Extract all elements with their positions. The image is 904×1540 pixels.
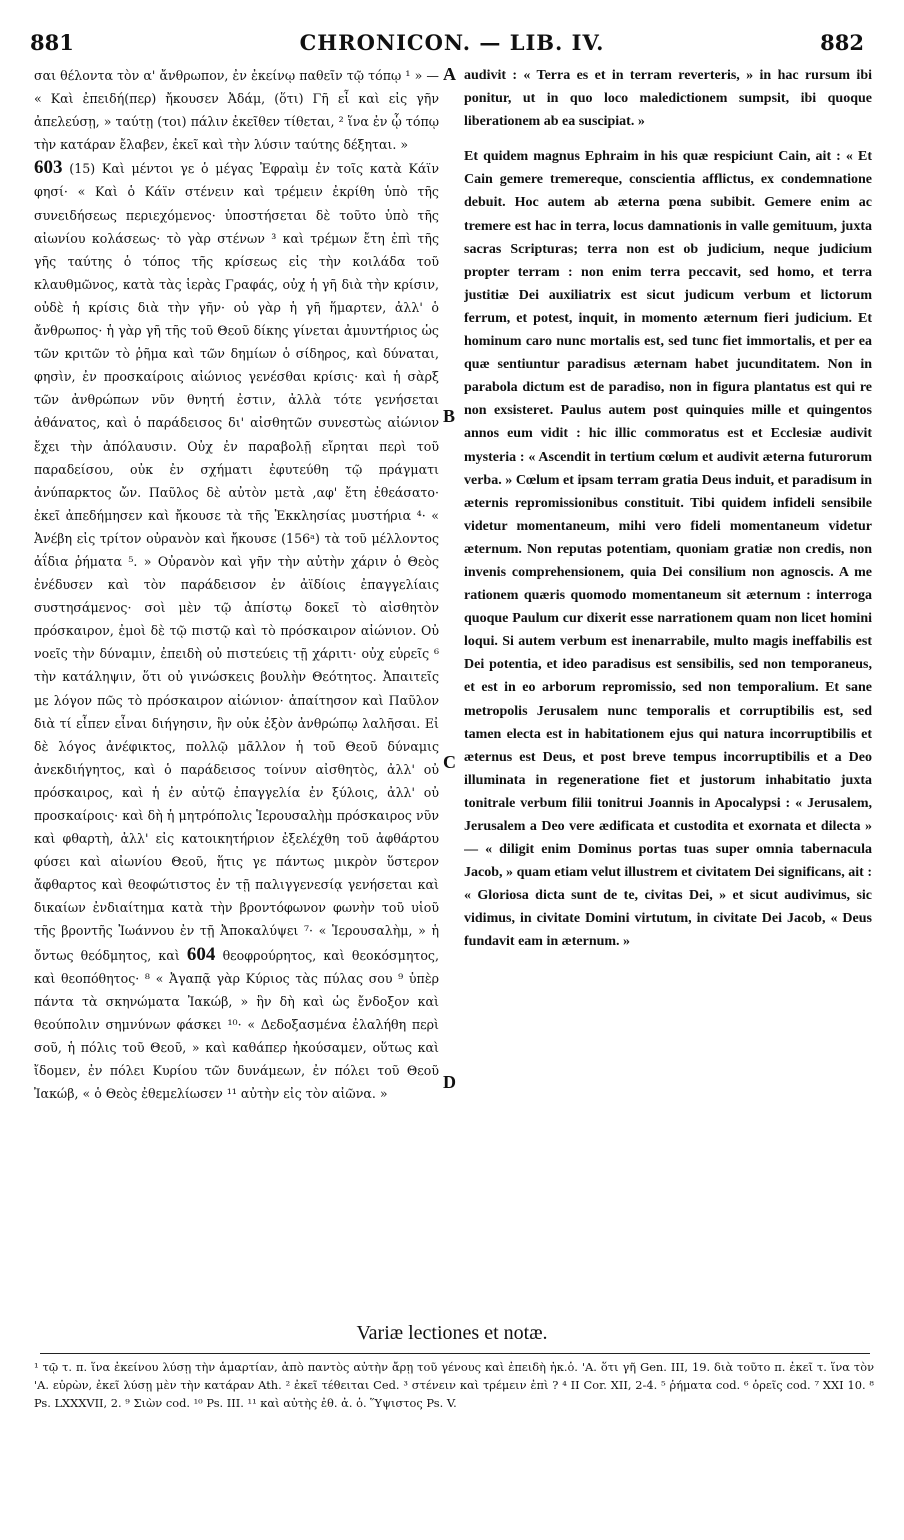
running-title: CHRONICON. — LIB. IV. — [299, 30, 605, 55]
page-header — [0, 30, 904, 58]
margin-marker-d: D — [443, 1072, 456, 1092]
notes-block — [34, 1358, 874, 1412]
greek-paragraph-1: σαι θέλοντα τὸν α' ἄνθρωπον, ἐν ἐκείνῳ παθεῖν τῷ τόπῳ ¹ » — « Καὶ ἐπειδή(περ) ἤκουσεν Ἀδάμ, (ὅτι) Γῆ εἶ καὶ εἰς γῆν ἀπελεύσῃ, » ταύτῃ (τοι) πάλιν ἐκεῖθεν τίθεται, ² ἵνα ἐν ᾧ τόπῳ τὴν κατάραν ἔλαβεν, ἐκεῖ καὶ τὴν λύσιν ταύτης δέξηται. » — [34, 68, 439, 153]
notes-title: Variæ lectiones et notæ. — [356, 1322, 548, 1344]
greek-paragraph-3: θεοφρούρητος, καὶ θεοκόσμητος, καὶ θεοπόθητος· ⁸ « Ἀγαπᾷ γὰρ Κύριος τὰς πύλας σου ⁹ ὑπὲρ πάντα τὰ σκηνώματα Ἰακώβ, » ἣν δὴ καὶ ὡς ἔνδοξον καὶ θεούπολιν σημνύνων φάσκει ¹⁰· « Δεδοξασμένα ἐλαλήθη περὶ σοῦ, ἡ πόλις τοῦ Θεοῦ, » καὶ καθάπερ ἠκούσαμεν, οὕτως καὶ ἴδομεν, ἐν πόλει Κυρίου τῶν δυνάμεων, ἐν πόλει τοῦ Θεοῦ Ἰακώβ, « ὁ Θεὸς ἐθεμελίωσεν ¹¹ αὐτὴν εἰς τὸν αἰῶνα. » — [34, 947, 439, 1102]
notes-text: ¹ τῷ τ. π. ἵνα ἐκείνου λύσῃ τὴν ἁμαρτίαν, ἀπὸ παντὸς αὐτὴν ἄρῃ τοῦ γένους καὶ ἐπειδὴ ἠκ.ὁ. 'Α. ὅτι γῆ Gen. III, 19. διὰ τοῦτο π. ἐκεῖ τ. ἵνα τὸν 'Α. εὑρὼν, ἐκεῖ λύσῃ μὲν τὴν κατάραν Ath. ² ἐκεῖ τέθειται Ced. ³ στένειν καὶ τρέμειν ἐπὶ ? ⁴ II Cor. XII, 2-4. ⁵ ῥήματα cod. ⁶ ὁρεῖς cod. ⁷ XXI 10. ⁸ Ps. LXXXVII, 2. ⁹ Σιὼν cod. ¹⁰ Ps. III. ¹¹ καὶ αὐτὴς ἐθ. ἀ. ὁ. Ὕψιστος Ps. V. — [34, 1360, 874, 1410]
margin-marker-a: A — [443, 64, 456, 84]
margin-marker-b: B — [443, 406, 456, 426]
margin-marker-c: C — [443, 752, 456, 772]
page-number-left: 881 — [30, 30, 74, 55]
notes-divider — [40, 1353, 870, 1354]
greek-paragraph-2: (15) Καὶ μέντοι γε ὁ μέγας Ἐφραὶμ ἐν τοῖς κατὰ Κάϊν φησί· « Καὶ ὁ Κάϊν στένειν καὶ τρέμειν ἐκρίθη ὑπὸ τῆς συνειδήσεως περιεχόμενος· ὑποστήσεται δὲ τοῦτο ὑπὸ τῆς αἰωνίου κολάσεως· τὸ γὰρ στένων ³ καὶ τρέμων ἔτη ἐπὶ τῆς γῆς ταύτης ὁ τόπος τῆς κρίσεως εἰς τὴν κοιλάδα τοῦ κλαυθμῶνος, κατὰ τὰς ἱερὰς Γραφάς, οὐχ ἡ γῆ διὰ τὴν κρίσιν, οὐδὲ ἡ κρίσις διὰ τὴν γῆν· οὐ γὰρ ἡ γῆ ἥμαρτεν, ἀλλ' ὁ ἄνθρωπος· ἡ γὰρ γῆ τῆς τοῦ Θεοῦ δίκης γίνεται ἀμυντήριος ὡς τῶν κριτῶν τὸ ῥῆμα καὶ τῶν δημίων ὁ σίδηρος, καὶ δύναται, φησὶν, ἐν προσκαίροις αἰώνιος γενέσθαι κρίσις· καὶ ἡ σὰρξ τῶν ἀνθρώπων νῦν θνητή ἐστιν, ἀλλὰ τότε γενήσεται ἀθάνατος, καὶ ὁ παράδεισος δι' αἰσθητῶν συνεστὼς αἰώνιον ἔχει τὴν ἀπόλαυσιν. Οὐχ ἐν παραβολῇ εἴρηται περὶ τοῦ παραδείσου, οὐκ ἐν σχήματι ἐφυτεύθη τῷ πράγματι ἀνύπαρκτος ὤν. Παῦλος δὲ αὐτὸν μετὰ ,αφ' ἔτη ἐθεάσατο· ἐκεῖ ἀπεδήμησεν καὶ ἤκουσε τὰ τῆς Ἐκκλησίας μυστήρια ⁴· « Ἀνέβη εἰς τρίτον οὐρανὸν καὶ ἤκουσε (156ᵃ) τὰ τοῦ μέλλοντος ἀΐδια ῥήματα ⁵. » Οὐρανὸν καὶ γῆν τὴν αὐτὴν χάριν ὁ Θεὸς ἐνέδυσεν καὶ τὸν παράδεισον ἐν ἀϊδίοις ἐπαγγελίαις συστησάμενος· σοὶ μὲν τῷ ἀπίστῳ δοκεῖ τὸ αἰσθητὸν πρόσκαιρον, ἐμοὶ δὲ τῷ πιστῷ καὶ τὸ πρόσκαιρον αἰώνιον. Οὐ νοεῖς τὴν δύναμιν, ἐπειδὴ οὐ πιστεύεις τῇ χάριτι· οὐχ εὑρεῖς ⁶ τὴν κατάληψιν, ὅτι οὐ γινώσκεις βουλὴν Θεότητος. Ἀπαιτεῖς με λόγον πῶς τὸ πρόσκαιρον αἰώνιον· ἀπαίτησον καὶ Παῦλον διὰ τί εἶπεν εἶναι διήγησιν, ἣν οὐκ ἐξὸν ἀνθρώπῳ λαλῆσαι. Εἰ δὲ λόγος ἀνέφικτος, πολλῷ μᾶλλον ἡ τοῦ Θεοῦ δύναμις ἀνεκδιήγητος, καὶ ὁ παράδεισος τοίνυν αἰσθητὸς, ἀλλ' οὐ πρόσκαιρος, καὶ ἡ ἐν αὐτῷ ἐπαγγελία ἐν ξύλοις, ἀλλ' οὐ προσκαίροις· καὶ δὴ ἡ μητρόπολις Ἱερουσαλὴμ πρόσκαιρος νῦν καὶ φθαρτὴ, ἀλλ' εἰς κατοικητήριον ἐξελέχθη τοῦ ἀφθάρτου φύσει καὶ αἰωνίου Θεοῦ, ἥτις γε πάντως μικρὸν ὕστερον ἄφθαρτος καὶ θεοφώτιστος ἐν τῇ παλιγγενεσίᾳ γενήσεται καὶ δικαίων ἐνδιαίτημα κατὰ τὴν βροντόφωνον φωνὴν τοῦ υἱοῦ τῆς βροντῆς Ἰωάννου ἐν τῇ Ἀποκαλύψει ⁷· « Ἱερουσαλὴμ, » ἡ ὄντως θεόδμητος, καὶ — [34, 161, 439, 963]
latin-column — [464, 64, 872, 1244]
latin-paragraph-1: audivit : « Terra es et in terram reverteris, » in hac rursum ibi ponitur, ut in quo loco maledictionem sumpsit, ibi quoque liberationem ab ea suscipiat. » — [464, 68, 872, 130]
latin-paragraph-2: Et quidem magnus Ephraim in his quæ respiciunt Cain, ait : « Et Cain gemere tremereque, conscientia afflictus, ex condemnatione debuit. Hoc autem ab æterna pœna subibit. Gemere enim ac tremere est hac in terra, locus damnationis in valle gemituum, juxta sacras Scripturas; terra non est ob judicium, neque judicium propter terram : non enim terra peccavit, sed homo, et terra justitiæ Dei auxiliatrix est sicut judicum verbum et lictorum ferrum, et potest, inquit, in momento æternum fieri judicium. Et hominum caro nunc mortalis est, sed tunc fiet immortalis, et per ea quæ sentiuntur paradisus æternam habet jucunditatem. Non in parabola dictum est de paradiso, non in figura plantatus est qui re non exsisteret. Paulus autem post quinquies mille et quingentos annos eum vidit : hic illic commoratus est et Ecclesiæ audivit mysteria : « Ascendit in tertium cœlum et audivit æterna futurorum verba. » Cœlum et ipsam terram gratia Deus induit, et paradisum in æternis repromissionibus constituit. Tibi quidem infideli sensibile videtur momentaneum, mihi vero fideli momentaneum videtur æternum. Non reputas potentiam, quoniam gratiæ non credis, non invenis comprehensionem, quia Dei consilium non agnoscis. A me rationem quæris quomodo momentaneum sit æternum : interroga quoque Paulum cur dixerit esse narrationem quam non licet homini loqui. Si autem verbum est inenarrabile, multo magis ineffabilis est Dei potentia, et ideo paradisus est sensibilis, sed non temporaneus, et est in eo arborum repromissio, sed non temporalium. Et sane metropolis Jerusalem nunc temporalis et corruptibilis est, sed tamen electa est in habitationem ejus qui natura incorruptibilis et æternus est Deus, et post breve tempus incorruptibilis et a Deo illuminata in regeneratione fiet et justorum inhabitatio juxta tonitrale verbum filii tonitrui Joannis in Apocalypsi : « Jerusalem, Jerusalem a Deo vere ædificata et custodita et exornata et dilecta » — « diligit enim Dominus portas tuas super omnia tabernacula Jacob, » quam etiam velut illustrem et civitatem Dei significans, ait : « Gloriosa dicta sunt de te, civitas Dei, » et sicut audivimus, sic vidimus, in civitate Domini virtutum, in civitate Dei Jacob, « Deus fundavit eam in æternum. » — [464, 149, 872, 950]
page-number-right: 882 — [820, 30, 864, 55]
section-number-604: 604 — [186, 943, 216, 965]
greek-column — [34, 64, 439, 1244]
section-number-603: 603 — [34, 157, 63, 179]
